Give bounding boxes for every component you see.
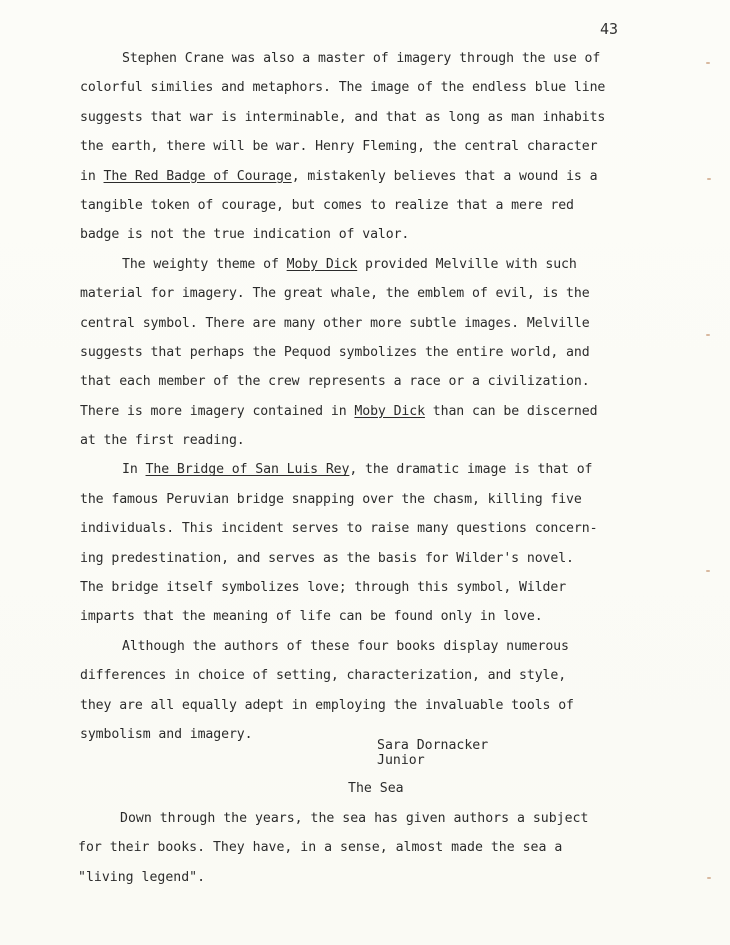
text-line [80,250,680,279]
paragraph-3 [80,455,680,631]
book-title: The Red Badge of Courage [103,168,292,184]
text-fragment: provided Melville with such [357,256,577,272]
author-grade: Junior [377,753,425,768]
text-line: at the first reading. [80,433,245,449]
text-fragment: The weighty theme of [122,256,287,272]
text-line: symbolism and imagery. [80,726,253,742]
text-line: central symbol. There are many other more subtle images. Melville [80,315,590,331]
paper-speck [706,570,710,572]
paper-speck [707,178,711,180]
essay-body [80,44,680,749]
text-fragment: , the dramatic image is that of [349,462,593,478]
text-line: "living legend". [78,869,206,885]
text-line: Stephen Crane was also a master of imagery through the use of [122,51,601,66]
text-line: Down through the years, the sea has given authors a subject [120,811,589,826]
author-name: Sara Dornacker [377,738,489,753]
paragraph-2 [80,250,680,456]
book-title: Moby Dick [286,256,358,272]
text-line: tangible token of courage, but comes to realize that a mere red [80,197,574,213]
paper-speck [707,877,711,879]
text-line: the famous Peruvian bridge snapping over the chasm, killing five [80,491,582,507]
text-line: they are all equally adept in employing the invaluable tools of [80,697,574,713]
paper-speck [706,62,710,64]
text-line: the earth, there will be war. Henry Fleming, the central character [80,139,598,155]
text-fragment: , mistakenly believes that a wound is a [291,168,598,184]
text-line: badge is not the true indication of valor. [80,227,410,243]
text-line: Although the authors of these four books display numerous [122,638,569,654]
section-title: The Sea [348,781,404,796]
book-title: Moby Dick [354,403,425,419]
book-title: The Bridge of San Luis Rey [145,462,350,478]
text-fragment: There is more imagery contained in [80,403,355,419]
text-line: that each member of the crew represents a race or a civilization. [80,374,590,390]
text-line: individuals. This incident serves to raise many questions concern- [80,521,598,537]
paragraph-sea [78,804,678,892]
paragraph-4 [80,632,680,750]
paper-speck [706,334,710,336]
text-line: colorful similies and metaphors. The image of the endless blue line [80,80,606,96]
text-line: The bridge itself symbolizes love; through this symbol, Wilder [80,580,567,596]
text-line [80,397,680,426]
text-fragment: In [122,462,146,478]
text-line: imparts that the meaning of life can be found only in love. [80,609,543,625]
author-signature [377,738,488,768]
text-fragment: than can be discerned [424,403,598,419]
text-line: material for imagery. The great whale, the emblem of evil, is the [80,286,590,302]
text-line: ing predestination, and serves as the basis for Wilder's novel. [80,550,574,566]
text-line [80,455,680,484]
text-line: suggests that perhaps the Pequod symbolizes the entire world, and [80,344,590,360]
text-fragment: in [80,168,104,184]
text-line [80,162,680,191]
paragraph-1 [80,44,680,250]
page-number: 43 [600,20,619,38]
text-line: suggests that war is interminable, and that as long as man inhabits [80,109,606,125]
text-line: differences in choice of setting, characterization, and style, [80,668,567,684]
text-line: for their books. They have, in a sense, almost made the sea a [78,840,563,856]
